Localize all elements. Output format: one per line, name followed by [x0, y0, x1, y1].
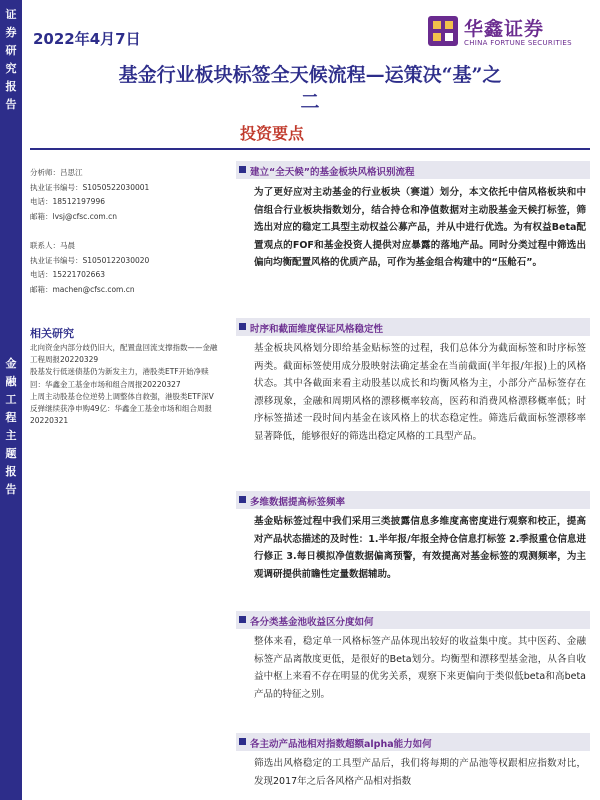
report-category-label: 金 融 工 程 主 题 报 告	[5, 357, 17, 496]
section-paragraph: 筛选出风格稳定的工具型产品后，我们将每期的产品池等权跟相应指数对比，发现2017年之后各风格产品相对指数	[254, 758, 586, 787]
section-paragraph: 为了更好应对主动基金的行业板块（赛道）划分，本文依托中信风格板块和中信组合行业板块指数划分，结合持仓和净值数据对主动股基金天候打标签，筛选出对应的稳定工具型主动权益公募产品，并从中进行优选。为有权益Beta配置观点的FOF和基金投资人提供对应暴露的落地产品。同时分类过程中筛选出偏向均衡配置风格的优质产品，可作为基金组合构建中的“压舱石”。	[254, 187, 586, 269]
report-type-label: 证 券 研 究 报 告	[5, 8, 17, 111]
section-heading: 时序和截面维度保证风格稳定性	[250, 324, 384, 335]
analyst-info-row: 分析师：吕思江	[30, 168, 83, 177]
related-research-item: 北向资金内部分歧仍旧大，配置盘回流支撑指数——金融工程周报20220329	[30, 343, 218, 365]
logo-english-name: CHINA FORTUNE SECURITIES	[464, 39, 572, 47]
analyst-info-row: 联系人：马晨	[30, 240, 75, 250]
section-paragraph: 基金板块风格划分即给基金贴标签的过程，我们总体分为截面标签和时序标签两类。截面标签使用成分股映射法确定基金在当前截面(半年报/年报)上的风格状态。其中各截面来看主动股基以成长和均衡风格为主，小部分产品标签存在漂移现象，金融和周期风格的漂移概率较高，医药和消费风格漂移概率低；时序标签描述一段时间内基金在该风格上的状态稳定性。筛选后截面标签漂移率显著降低，能够很好的筛选出稳定风格的工具型产品。	[254, 343, 586, 442]
report-title-line2: 二	[300, 91, 320, 113]
company-logo	[428, 12, 588, 54]
report-title-line1: 基金行业板块标签全天候流程—运策决“基”之	[118, 64, 502, 86]
analyst-info-row	[30, 224, 223, 239]
analyst-info-row: 电话：18512197996	[30, 197, 105, 207]
header-divider	[30, 148, 590, 150]
square-bullet-icon	[239, 166, 246, 173]
section-heading-bar	[236, 161, 590, 179]
section-heading-bar	[236, 318, 590, 336]
analyst-info-row: 执业证书编号：S1050122030020	[30, 255, 150, 265]
square-bullet-icon	[239, 616, 246, 623]
analyst-info-row: 电话：15221702663	[30, 270, 105, 280]
section-heading: 多维数据提高标签频率	[250, 497, 346, 508]
section-paragraph: 基金贴标签过程中我们采用三类披露信息多维度高密度进行观察和校正，提高对产品状态描述的及时性：1.半年报/年报全持仓信息打标签 2.季报重仓信息进行修正 3.每日模拟净值数据偏离预警，有效提高对基金标签的观测频率，为主观调研提供前瞻性定量数据辅助。	[254, 516, 586, 580]
related-research-title: 相关研究	[30, 327, 74, 340]
report-title	[30, 62, 590, 116]
investment-highlights-heading: 投资要点	[240, 124, 305, 143]
section-heading: 建立“全天候”的基金板块风格识别流程	[250, 167, 415, 178]
logo-mark-icon	[428, 16, 458, 46]
section-body	[254, 513, 586, 583]
section-body	[254, 755, 586, 790]
square-bullet-icon	[239, 738, 246, 745]
section-heading-bar	[236, 733, 590, 751]
related-research-list	[30, 342, 220, 427]
section-body	[254, 340, 586, 446]
square-bullet-icon	[239, 496, 246, 503]
logo-chinese-name: 华鑫证券	[464, 18, 545, 40]
left-sidebar-band	[0, 0, 22, 800]
section-paragraph: 整体来看，稳定单一风格标签产品体现出较好的收益集中度。其中医药、金融标签产品离散度更低，是很好的Beta划分。均衡型和漂移型基金池，从各自收益中枢上来看不存在明显的优劣关系，观察下来更偏向于类似低beta和高beta产品的特征之别。	[254, 636, 586, 700]
analyst-info-row: 执业证书编号：S1050522030001	[30, 182, 150, 192]
related-research-item: 股基发行低迷债基仍为新发主力，港股类ETF开始净赎回：华鑫金工基金市场和组合周报20220327	[30, 367, 209, 389]
related-research-item: 上周主动股基仓位逆势上调整体自救强，港股类ETF深V反弹继续获净申购49亿：华鑫金工基金市场和组合周报20220321	[30, 391, 214, 426]
section-heading: 各主动产品池相对指数超额alpha能力如何	[250, 739, 432, 750]
analyst-info-row: 邮箱：machen@cfsc.com.cn	[30, 284, 135, 294]
section-body	[254, 184, 586, 272]
section-body	[254, 633, 586, 703]
analyst-info-row: 邮箱：lvsj@cfsc.com.cn	[30, 211, 117, 221]
square-bullet-icon	[239, 323, 246, 330]
section-heading-bar	[236, 491, 590, 509]
section-heading-bar	[236, 611, 590, 629]
section-heading: 各分类基金池收益区分度如何	[250, 617, 374, 628]
report-date: 2022年4月7日	[33, 30, 141, 48]
analyst-info	[30, 166, 223, 297]
